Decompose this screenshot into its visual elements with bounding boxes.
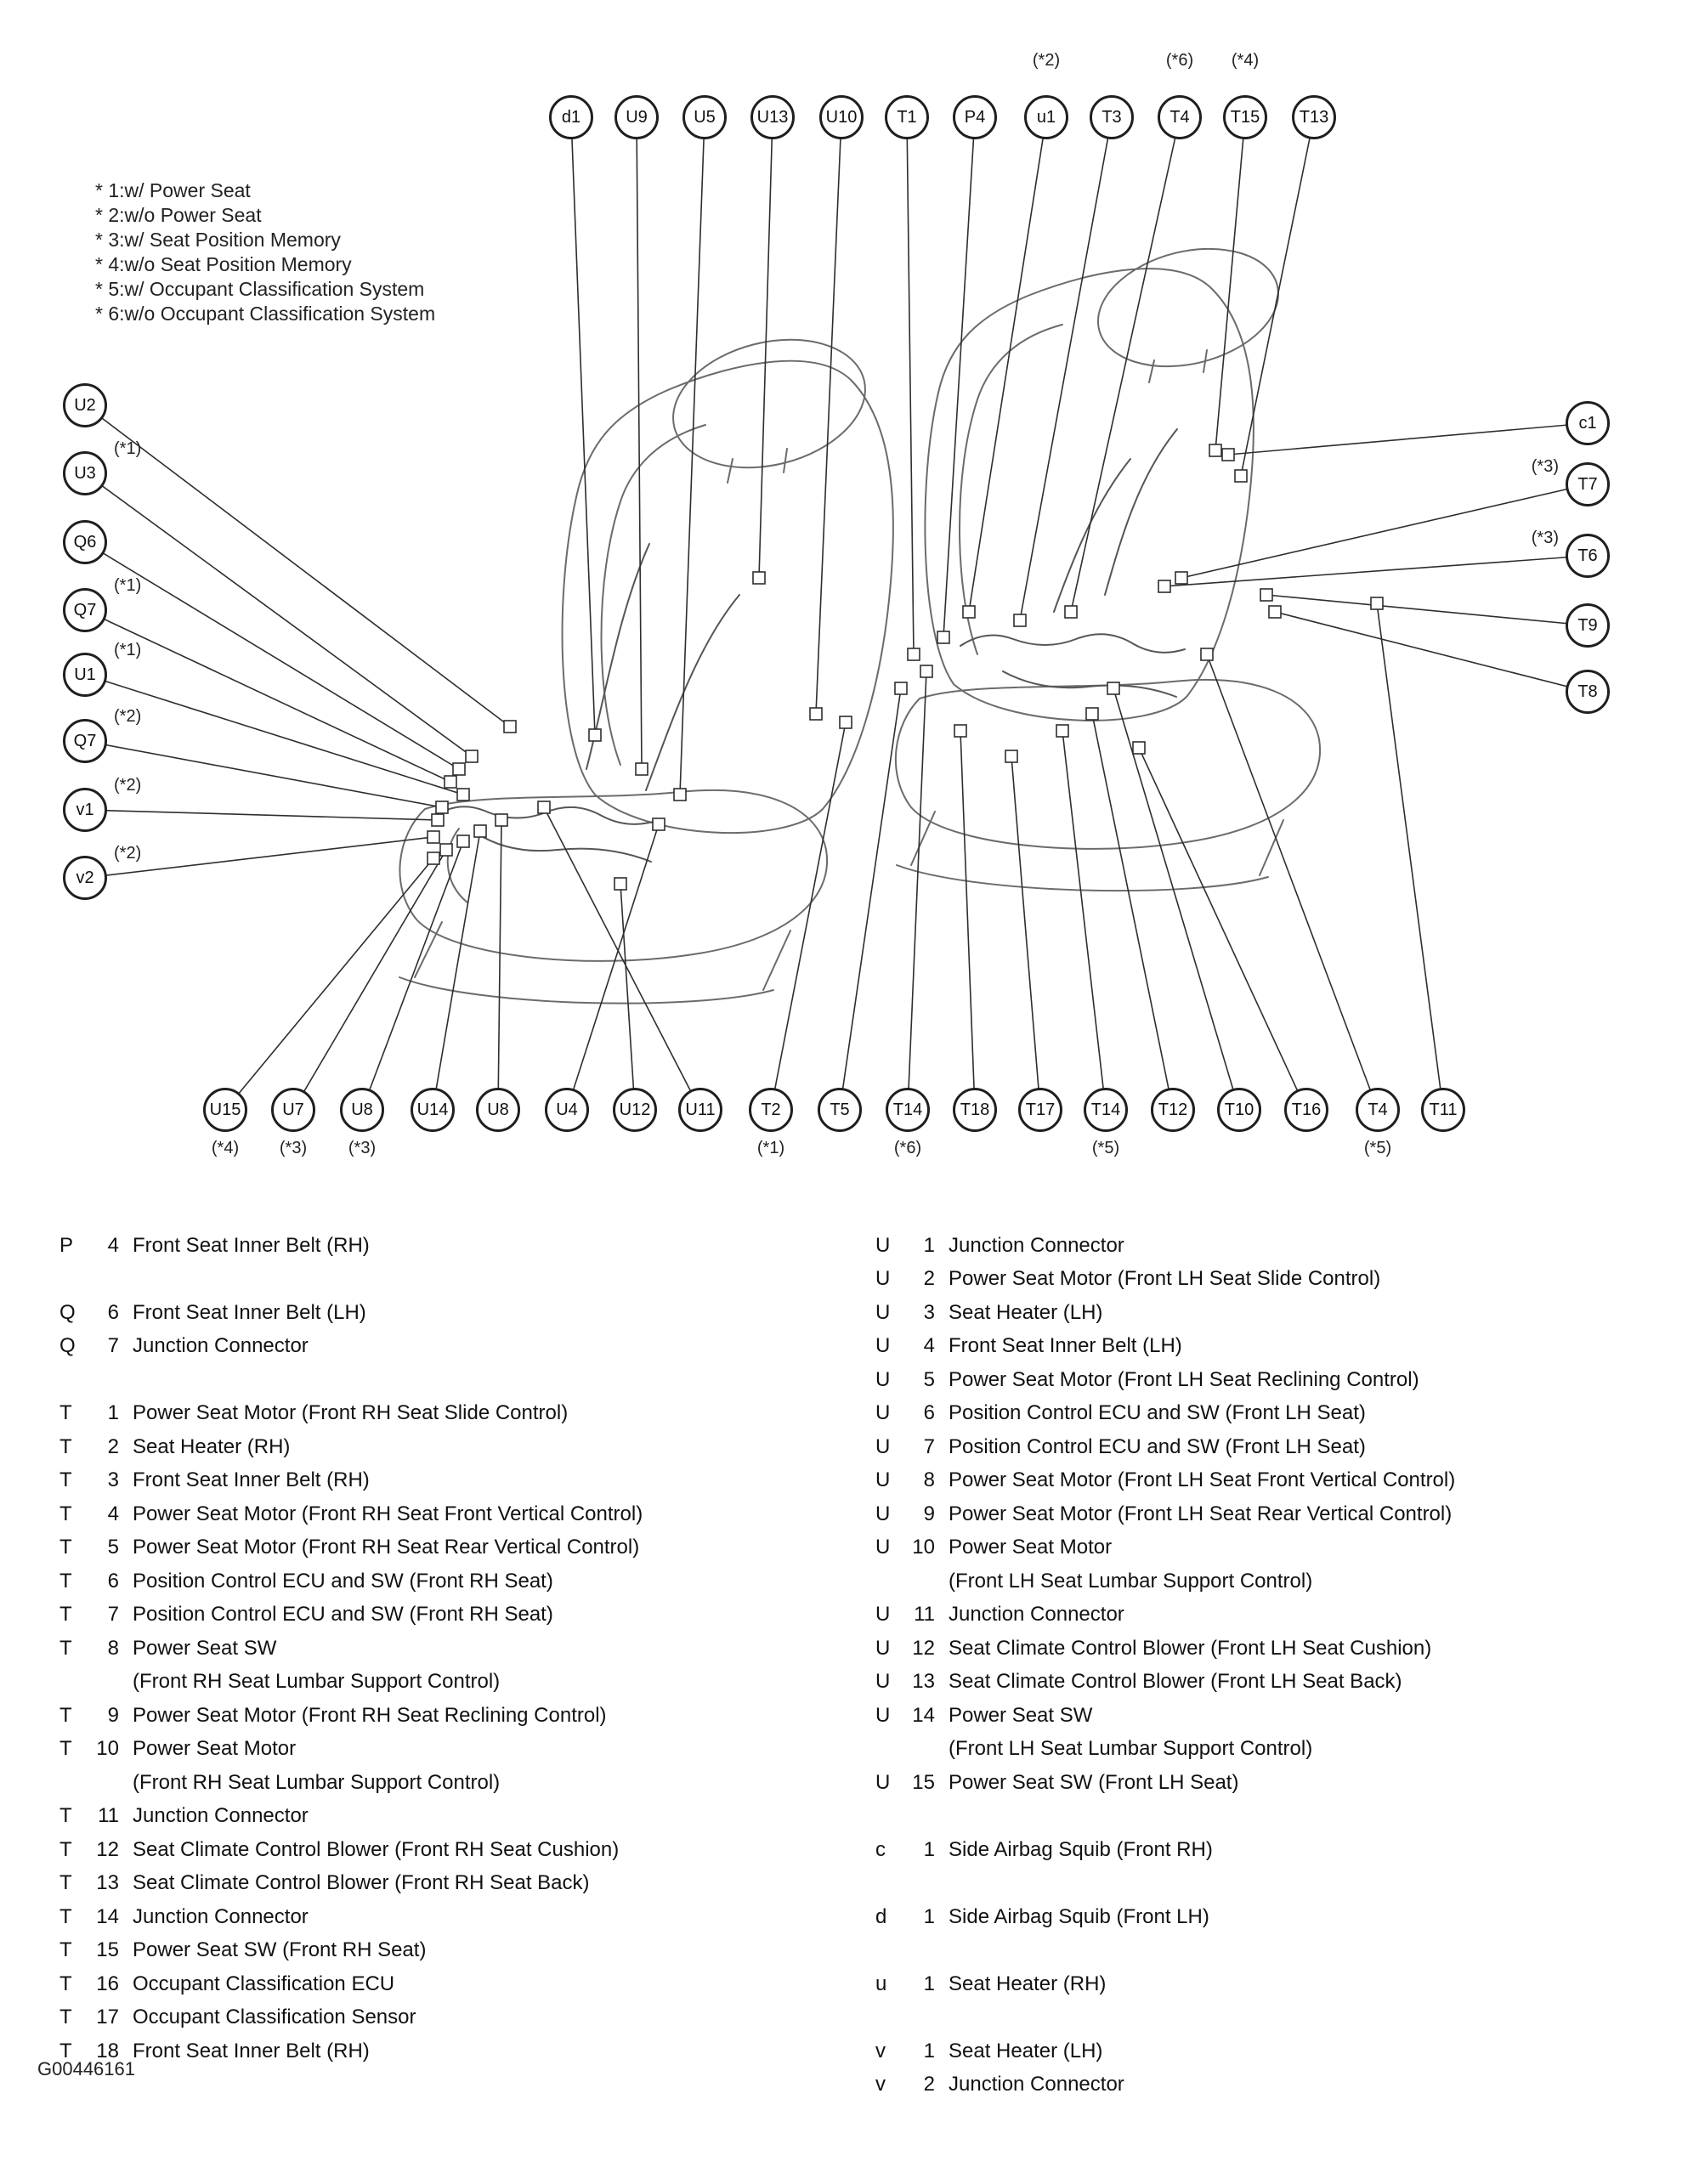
legend-code-number: 11	[98, 1804, 119, 1828]
figure-id: G00446161	[37, 2058, 135, 2079]
legend-entry-U11	[875, 1598, 1674, 1632]
connector-circle-T18: T18	[953, 1088, 997, 1132]
legend-code-number: 1	[107, 1401, 119, 1425]
legend-code-letter: U	[875, 1434, 891, 1458]
legend-entry-T7	[59, 1598, 867, 1632]
legend-entry-continuation	[875, 1564, 1674, 1598]
legend-entry-T6	[59, 1564, 867, 1598]
legend-code-letter: T	[59, 1502, 72, 1525]
connector-circle-U12: U12	[613, 1088, 657, 1132]
connector-circle-T14: T14	[886, 1088, 930, 1132]
legend-entry-T4	[59, 1497, 867, 1531]
legend-entry-T14	[59, 1900, 867, 1934]
legend-code-number: 6	[107, 1300, 119, 1324]
legend-entry-c1	[875, 1833, 1674, 1867]
legend-description: Power Seat Motor (Front LH Seat Slide Control)	[949, 1267, 1381, 1291]
connector-note-U15: (*4)	[211, 1139, 240, 1157]
legend-code-letter: Q	[59, 1334, 76, 1358]
legend-code-letter: T	[59, 1871, 72, 1895]
connector-circle-T8: T8	[1566, 670, 1610, 714]
legend-code-number: 10	[912, 1536, 935, 1559]
legend-code-letter: T	[59, 1972, 72, 1995]
connector-circle-Q7: Q7	[63, 588, 107, 632]
connector-circle-P4: P4	[953, 95, 997, 139]
legend-entry-U10	[875, 1531, 1674, 1565]
connector-circle-u1: u1	[1024, 95, 1068, 139]
legend-description: Junction Connector	[949, 1233, 1124, 1257]
legend-code-number: 5	[107, 1536, 119, 1559]
legend-code-number: 2	[923, 2073, 935, 2096]
legend-code-number: 12	[912, 1636, 935, 1660]
legend-description: Front Seat Inner Belt (RH)	[133, 1233, 370, 1257]
connector-note-U1: (*1)	[114, 641, 142, 659]
legend-description: Power Seat Motor (Front LH Seat Reclining Control)	[949, 1367, 1419, 1391]
legend-description: Power Seat Motor (Front RH Seat Front Vertical Control)	[133, 1502, 643, 1525]
connector-circle-U11: U11	[678, 1088, 722, 1132]
legend-spacer	[875, 1867, 1674, 1901]
connector-circle-v1: v1	[63, 788, 107, 832]
legend-code-number: 11	[914, 1603, 935, 1627]
connector-circle-T17: T17	[1018, 1088, 1062, 1132]
legend-code-number: 1	[923, 1904, 935, 1928]
legend-description: Power Seat SW (Front RH Seat)	[133, 1938, 427, 1962]
legend-entry-U7	[875, 1430, 1674, 1464]
connector-note-U7: (*3)	[279, 1139, 308, 1157]
legend-code-number: 2	[923, 1267, 935, 1291]
connector-circle-T11: T11	[1421, 1088, 1465, 1132]
legend-code-letter: T	[59, 1703, 72, 1727]
legend-entry-U14	[875, 1699, 1674, 1733]
legend-entry-T13	[59, 1867, 867, 1901]
legend-code-number: 13	[912, 1670, 935, 1694]
legend-code-letter: U	[875, 1670, 891, 1694]
legend-description: Side Airbag Squib (Front RH)	[949, 1837, 1213, 1861]
legend-description: Front Seat Inner Belt (LH)	[133, 1300, 366, 1324]
legend-entry-continuation	[59, 1766, 867, 1800]
connector-circle-T4: T4	[1158, 95, 1202, 139]
legend-description: Junction Connector	[133, 1904, 309, 1928]
legend-code-number: 9	[107, 1703, 119, 1727]
connector-circle-U2: U2	[63, 383, 107, 427]
legend-spacer	[875, 1934, 1674, 1968]
legend-entry-T5	[59, 1531, 867, 1565]
legend-code-number: 8	[923, 1468, 935, 1492]
connector-note-T14: (*5)	[1091, 1139, 1120, 1157]
legend-entry-T10	[59, 1733, 867, 1767]
connector-note-u1: (*2)	[1032, 51, 1061, 70]
legend-description: (Front LH Seat Lumbar Support Control)	[949, 1569, 1313, 1593]
legend-entry-T17	[59, 2001, 867, 2035]
legend-description: Power Seat Motor (Front RH Seat Rear Vertical Control)	[133, 1536, 640, 1559]
legend-description: Position Control ECU and SW (Front LH Seat)	[949, 1434, 1366, 1458]
connector-circle-d1: d1	[549, 95, 593, 139]
connector-note-T2: (*1)	[756, 1139, 785, 1157]
connector-circle-T4: T4	[1356, 1088, 1400, 1132]
legend-entry-U3	[875, 1296, 1674, 1330]
legend-entry-Q6	[59, 1296, 867, 1330]
legend-entry-U8	[875, 1464, 1674, 1498]
legend-code-number: 6	[107, 1569, 119, 1593]
legend-description: (Front LH Seat Lumbar Support Control)	[949, 1737, 1313, 1761]
legend-code-letter: T	[59, 1938, 72, 1962]
legend-description: Power Seat Motor	[949, 1536, 1113, 1559]
connector-note-v1: (*2)	[114, 776, 142, 795]
legend-entry-U5	[875, 1363, 1674, 1397]
legend-entry-U15	[875, 1766, 1674, 1800]
connector-note-U8: (*3)	[348, 1139, 377, 1157]
connector-circle-v2: v2	[63, 856, 107, 900]
connector-note-U3: (*1)	[114, 439, 142, 458]
legend-code-letter: U	[875, 1502, 891, 1525]
connector-circle-U8: U8	[340, 1088, 384, 1132]
legend-code-number: 17	[96, 2006, 119, 2029]
legend-column-right	[875, 1229, 1674, 2102]
legend-entry-T8	[59, 1632, 867, 1666]
legend-entry-U4	[875, 1330, 1674, 1364]
connector-note-T14: (*6)	[893, 1139, 922, 1157]
legend-code-letter: Q	[59, 1300, 76, 1324]
legend-code-number: 7	[107, 1603, 119, 1627]
legend-entry-T12	[59, 1833, 867, 1867]
legend-entry-continuation	[875, 1733, 1674, 1767]
legend-entry-T3	[59, 1464, 867, 1498]
legend-code-number: 4	[923, 1334, 935, 1358]
connector-circle-T3: T3	[1090, 95, 1134, 139]
connector-circle-T12: T12	[1151, 1088, 1195, 1132]
legend-code-number: 13	[96, 1871, 119, 1895]
legend-description: Seat Heater (RH)	[949, 1972, 1107, 1995]
legend-entry-U9	[875, 1497, 1674, 1531]
legend-code-letter: T	[59, 2006, 72, 2029]
connector-circle-U14: U14	[411, 1088, 455, 1132]
connector-circle-T13: T13	[1292, 95, 1336, 139]
legend-spacer	[59, 1363, 867, 1397]
legend-code-number: 15	[96, 1938, 119, 1962]
legend-entry-u1	[875, 1967, 1674, 2001]
legend-entry-T11	[59, 1800, 867, 1834]
legend-code-number: 12	[96, 1837, 119, 1861]
legend-code-letter: U	[875, 1367, 891, 1391]
legend-code-number: 2	[107, 1434, 119, 1458]
legend-code-number: 14	[912, 1703, 935, 1727]
legend-entry-U2	[875, 1263, 1674, 1297]
legend-entry-T1	[59, 1397, 867, 1431]
legend-entry-Q7	[59, 1330, 867, 1364]
legend-code-letter: T	[59, 1536, 72, 1559]
legend-code-letter: T	[59, 1737, 72, 1761]
legend-description: (Front RH Seat Lumbar Support Control)	[133, 1670, 501, 1694]
legend-code-number: 10	[96, 1737, 119, 1761]
connector-circle-T15: T15	[1223, 95, 1267, 139]
legend-code-letter: T	[59, 1401, 72, 1425]
legend-code-number: 15	[912, 1770, 935, 1794]
legend-code-number: 9	[923, 1502, 935, 1525]
footnote-line-4: * 4:w/o Seat Position Memory	[95, 253, 352, 275]
connector-circle-T16: T16	[1284, 1088, 1328, 1132]
footnote-line-5: * 5:w/ Occupant Classification System	[95, 278, 425, 300]
legend-entry-U12	[875, 1632, 1674, 1666]
legend-description: Front Seat Inner Belt (RH)	[133, 1468, 370, 1492]
connector-note-T4: (*5)	[1363, 1139, 1392, 1157]
legend-code-letter: T	[59, 1603, 72, 1627]
connector-circle-Q7: Q7	[63, 719, 107, 763]
legend-description: Junction Connector	[949, 1603, 1124, 1627]
legend-description: Position Control ECU and SW (Front LH Seat)	[949, 1401, 1366, 1425]
legend-code-number: 8	[107, 1636, 119, 1660]
legend-code-number: 1	[923, 1233, 935, 1257]
legend-code-number: 7	[923, 1434, 935, 1458]
legend-code-number: 3	[923, 1300, 935, 1324]
legend-spacer	[875, 2001, 1674, 2035]
legend-code-letter: T	[59, 1468, 72, 1492]
legend-description: Power Seat Motor (Front LH Seat Front Vertical Control)	[949, 1468, 1456, 1492]
legend-entry-T2	[59, 1430, 867, 1464]
legend-code-letter: P	[59, 1233, 74, 1257]
legend-code-letter: U	[875, 1636, 891, 1660]
connector-note-Q7: (*2)	[114, 707, 142, 726]
legend-code-letter: U	[875, 1536, 891, 1559]
legend-entry-T15	[59, 1934, 867, 1968]
legend-description: Junction Connector	[949, 2073, 1124, 2096]
legend-code-number: 7	[107, 1334, 119, 1358]
connector-circle-c1: c1	[1566, 401, 1610, 445]
connector-circle-U13: U13	[750, 95, 795, 139]
legend-code-number: 5	[923, 1367, 935, 1391]
connector-note-T4: (*6)	[1165, 51, 1194, 70]
legend-entry-T16	[59, 1967, 867, 2001]
legend-description: Seat Climate Control Blower (Front LH Seat Back)	[949, 1670, 1402, 1694]
legend-code-number: 14	[96, 1904, 119, 1928]
connector-circle-T14: T14	[1084, 1088, 1128, 1132]
legend-description: Seat Heater (RH)	[133, 1434, 291, 1458]
legend-code-letter: T	[59, 1636, 72, 1660]
legend-entry-T9	[59, 1699, 867, 1733]
legend-description: Occupant Classification Sensor	[133, 2006, 416, 2029]
legend-entry-U1	[875, 1229, 1674, 1263]
legend-description: Junction Connector	[133, 1334, 309, 1358]
legend-spacer	[59, 1263, 867, 1297]
legend-code-letter: U	[875, 1267, 891, 1291]
connector-note-T15: (*4)	[1231, 51, 1260, 70]
footnote-line-6: * 6:w/o Occupant Classification System	[95, 303, 436, 325]
legend-entry-T18	[59, 2034, 867, 2068]
legend-entry-v2	[875, 2068, 1674, 2102]
legend-code-letter: v	[875, 2039, 886, 2062]
legend-code-number: 1	[923, 1837, 935, 1861]
connector-circle-T9: T9	[1566, 603, 1610, 648]
connector-note-v2: (*2)	[114, 844, 142, 863]
legend-code-letter: U	[875, 1300, 891, 1324]
legend-description: Power Seat Motor (Front RH Seat Slide Control)	[133, 1401, 569, 1425]
footnote-line-1: * 1:w/ Power Seat	[95, 179, 251, 201]
legend-description: Seat Heater (LH)	[949, 2039, 1103, 2062]
footnote-line-2: * 2:w/o Power Seat	[95, 204, 262, 226]
connector-note-T7: (*3)	[1531, 457, 1559, 476]
connector-circle-U8: U8	[476, 1088, 520, 1132]
legend-code-letter: T	[59, 1837, 72, 1861]
legend-entry-U13	[875, 1666, 1674, 1700]
connector-note-Q7: (*1)	[114, 576, 142, 595]
legend-code-number: 6	[923, 1401, 935, 1425]
footnote-line-3: * 3:w/ Seat Position Memory	[95, 229, 341, 251]
legend-description: Occupant Classification ECU	[133, 1972, 395, 1995]
legend-description: (Front RH Seat Lumbar Support Control)	[133, 1770, 501, 1794]
legend-description: Power Seat Motor (Front RH Seat Reclining Control)	[133, 1703, 607, 1727]
legend-description: Seat Climate Control Blower (Front RH Seat Back)	[133, 1871, 590, 1895]
legend-description: Power Seat SW	[949, 1703, 1093, 1727]
legend-code-letter: U	[875, 1233, 891, 1257]
legend-code-number: 16	[96, 1972, 119, 1995]
legend-entry-d1	[875, 1900, 1674, 1934]
legend-description: Power Seat Motor (Front LH Seat Rear Vertical Control)	[949, 1502, 1453, 1525]
legend-code-number: 4	[107, 1233, 119, 1257]
connector-circle-U4: U4	[545, 1088, 589, 1132]
legend-code-letter: U	[875, 1603, 891, 1627]
connector-circle-U10: U10	[819, 95, 864, 139]
connector-circle-T7: T7	[1566, 462, 1610, 506]
connector-circle-T6: T6	[1566, 534, 1610, 578]
legend-code-letter: T	[59, 1569, 72, 1593]
connector-circle-T1: T1	[885, 95, 929, 139]
legend-description: Position Control ECU and SW (Front RH Seat)	[133, 1569, 553, 1593]
legend-description: Power Seat SW	[133, 1636, 277, 1660]
legend-code-number: 4	[107, 1502, 119, 1525]
connector-circle-U9: U9	[614, 95, 659, 139]
legend-code-letter: U	[875, 1703, 891, 1727]
legend-code-number: 3	[107, 1468, 119, 1492]
connector-circle-U3: U3	[63, 451, 107, 495]
legend-code-letter: T	[59, 1434, 72, 1458]
legend-entry-v1	[875, 2034, 1674, 2068]
legend-code-letter: U	[875, 1468, 891, 1492]
legend-description: Seat Climate Control Blower (Front RH Seat Cushion)	[133, 1837, 620, 1861]
legend-code-number: 1	[923, 2039, 935, 2062]
legend-code-letter: T	[59, 1804, 72, 1828]
legend-code-letter: U	[875, 1334, 891, 1358]
legend-description: Front Seat Inner Belt (RH)	[133, 2039, 370, 2062]
legend-code-letter: T	[59, 1904, 72, 1928]
legend-code-letter: T	[59, 2039, 72, 2062]
legend-description: Junction Connector	[133, 1804, 309, 1828]
legend-description: Seat Heater (LH)	[949, 1300, 1103, 1324]
legend-description: Side Airbag Squib (Front LH)	[949, 1904, 1209, 1928]
legend-description: Position Control ECU and SW (Front RH Seat)	[133, 1603, 553, 1627]
legend-entry-P4	[59, 1229, 867, 1263]
connector-circle-T10: T10	[1217, 1088, 1261, 1132]
legend-code-letter: d	[875, 1904, 887, 1928]
legend-entry-continuation	[59, 1666, 867, 1700]
legend-code-letter: u	[875, 1972, 887, 1995]
connector-circle-U1: U1	[63, 653, 107, 697]
legend-code-number: 1	[923, 1972, 935, 1995]
legend-description: Seat Climate Control Blower (Front LH Seat Cushion)	[949, 1636, 1432, 1660]
legend-spacer	[875, 1800, 1674, 1834]
connector-note-T6: (*3)	[1531, 529, 1559, 547]
legend-description: Power Seat Motor	[133, 1737, 297, 1761]
legend-description: Power Seat SW (Front LH Seat)	[949, 1770, 1239, 1794]
connector-circle-Q6: Q6	[63, 520, 107, 564]
legend-entry-U6	[875, 1397, 1674, 1431]
connector-circle-T5: T5	[818, 1088, 862, 1132]
legend-code-number: 18	[96, 2039, 119, 2062]
legend-description: Front Seat Inner Belt (LH)	[949, 1334, 1182, 1358]
connector-circle-U15: U15	[203, 1088, 247, 1132]
legend-code-letter: U	[875, 1770, 891, 1794]
legend-column-left	[59, 1229, 867, 2068]
connector-circle-U5: U5	[682, 95, 727, 139]
connector-circle-U7: U7	[271, 1088, 315, 1132]
legend-code-letter: U	[875, 1401, 891, 1425]
connector-circle-T2: T2	[749, 1088, 793, 1132]
legend-code-letter: c	[875, 1837, 886, 1861]
legend-code-letter: v	[875, 2073, 886, 2096]
